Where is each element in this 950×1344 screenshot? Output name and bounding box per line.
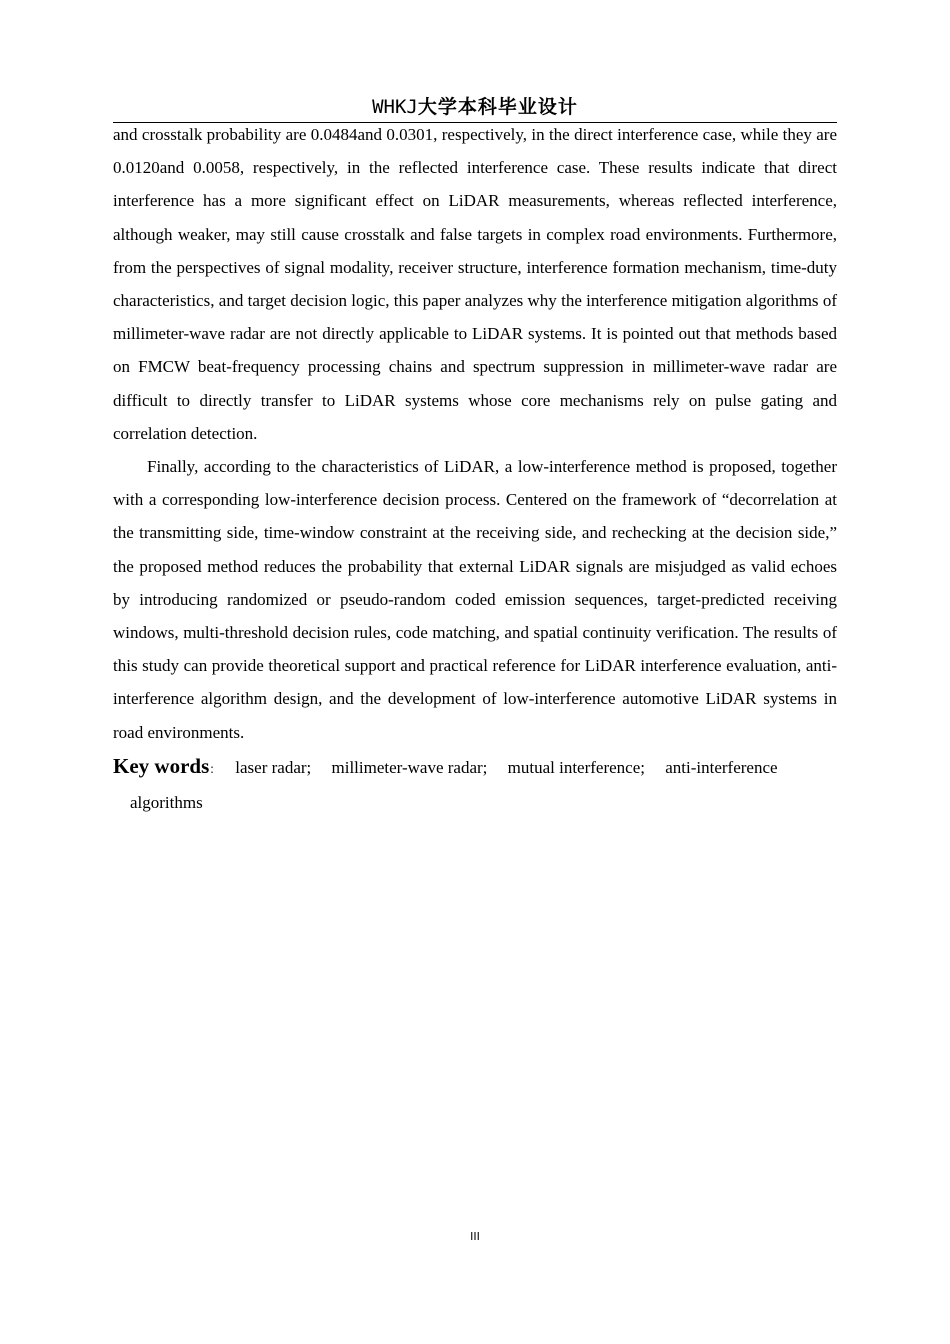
keywords-colon: ：	[209, 761, 222, 776]
keyword-item: millimeter-wave radar;	[331, 757, 488, 777]
keyword-item: anti-interference algorithms	[130, 757, 778, 812]
keywords-label: Key words	[113, 753, 210, 778]
abstract-paragraph-2: Finally, according to the characteristics of LiDAR, a low-interference method is proposed, together with a corresponding low-interference decision process. Centered on the framework of “decorrelation at the transmitting side, time-window constraint at the receiving side, and rechecking at the decision side,” the proposed method reduces the probability that external LiDAR signals are misjudged as valid echoes by introducing randomized or pseudo-random coded emission sequences, target-predicted receiving windows, multi-threshold decision rules, code matching, and spatial continuity verification. The results of this study can provide theoretical support and practical reference for LiDAR interference evaluation, anti-interference algorithm design, and the development of low-interference automotive LiDAR systems in road environments.	[113, 457, 837, 742]
keyword-item: mutual interference;	[507, 757, 645, 777]
abstract-paragraph-1: and crosstalk probability are 0.0484and 0.0301, respectively, in the direct interference case, while they are 0.0120and 0.0058, respectively, in the reflected interference case. These results indicate that direct interference has a more significant effect on LiDAR measurements, whereas reflected interference, although weaker, may still cause crosstalk and false targets in complex road environments. Furthermore, from the perspectives of signal modality, receiver structure, interference formation mechanism, time-duty characteristics, and target decision logic, this paper analyzes why the interference mitigation algorithms of millimeter-wave radar are not directly applicable to LiDAR systems. It is pointed out that methods based on FMCW beat-frequency processing chains and spectrum suppression in millimeter-wave radar are difficult to directly transfer to LiDAR systems whose core mechanisms rely on pulse gating and correlation detection.	[113, 125, 837, 443]
page-number: III	[470, 1230, 480, 1243]
abstract-body	[113, 118, 837, 820]
header-latin-text: WHKJ	[372, 96, 418, 118]
keyword-item: laser radar;	[235, 757, 312, 777]
keywords-line	[113, 749, 790, 820]
header-cjk-text: 大学本科毕业设计	[417, 96, 578, 118]
